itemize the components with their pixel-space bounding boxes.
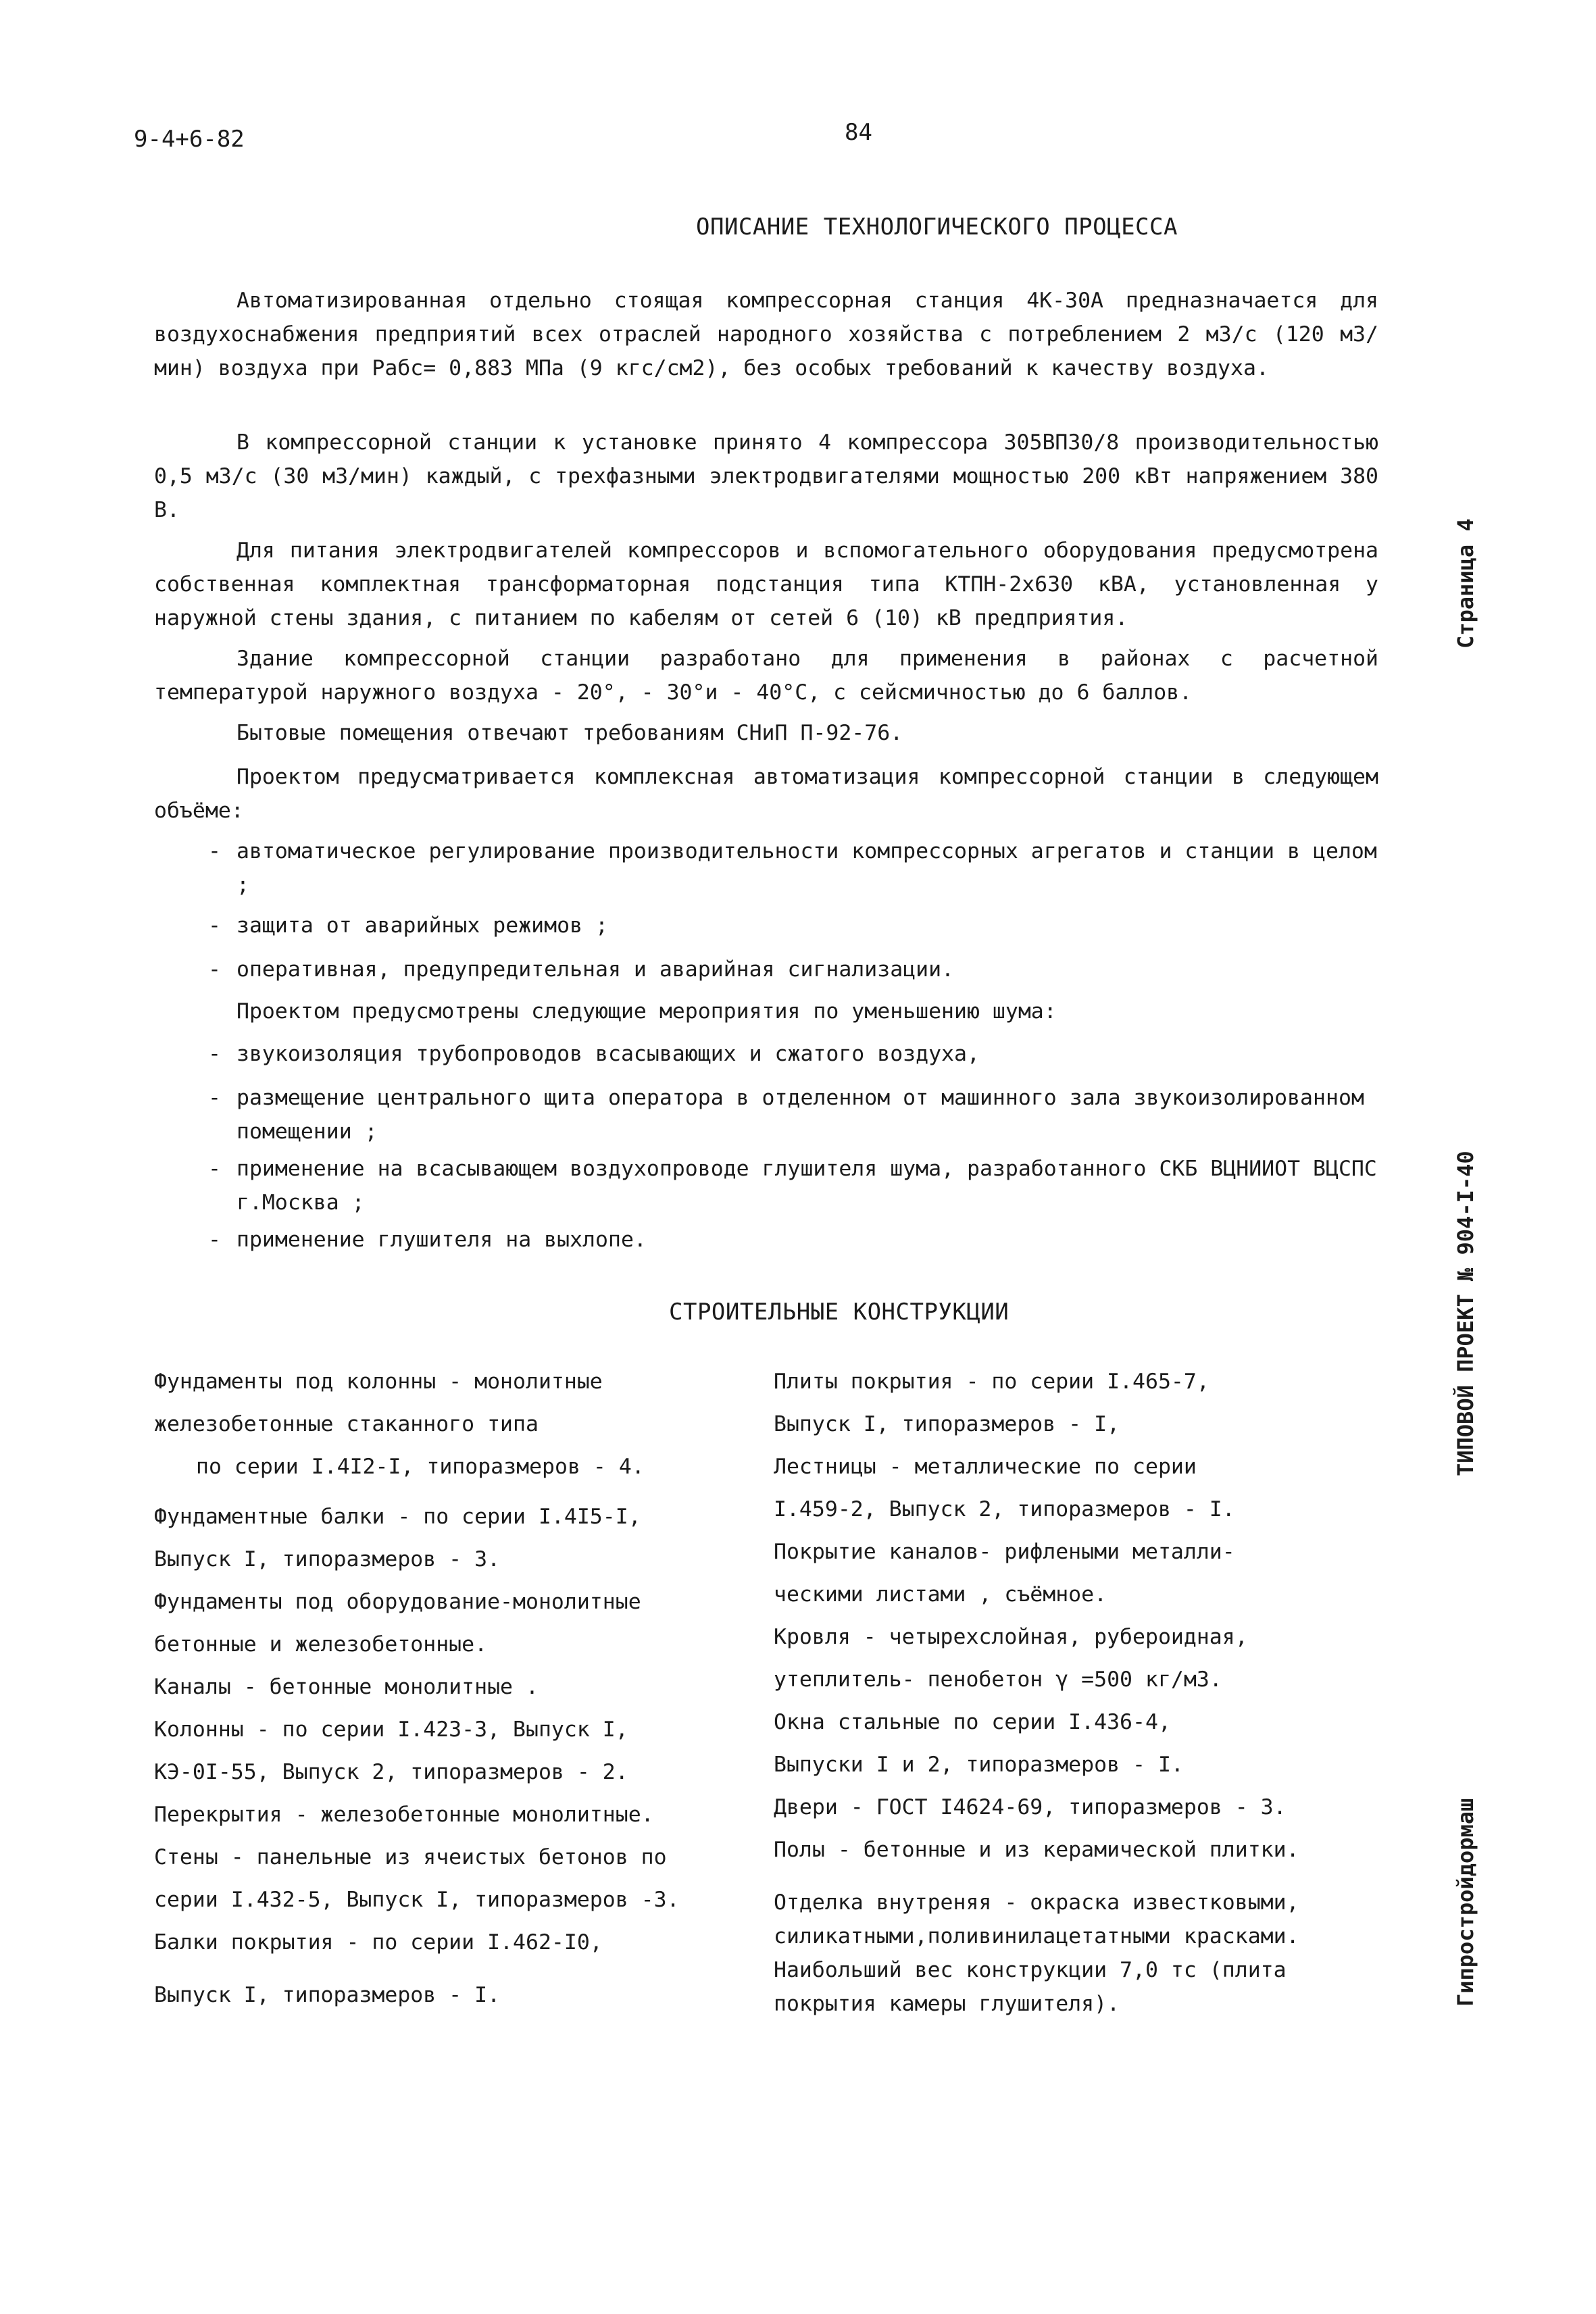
construction-left-line: Фундаменты под колонны - монолитные <box>154 1369 603 1394</box>
construction-right-line: Наибольший вес конструкции 7,0 тс (плита <box>774 1958 1287 1982</box>
construction-right-line: ческими листами , съёмное. <box>774 1582 1107 1607</box>
construction-left-line: бетонные и железобетонные. <box>154 1632 488 1657</box>
paragraph-automation-intro: Проектом предусматривается комплексная автоматизация компрессорной станции в следующем объёме: <box>154 765 1378 823</box>
construction-right-line: Кровля - четырехслойная, рубероидная, <box>774 1625 1248 1649</box>
construction-right-line: Полы - бетонные и из керамической плитки. <box>774 1838 1299 1862</box>
construction-left-line: по серии I.4I2-I, типоразмеров - 4. <box>196 1455 645 1479</box>
paragraph-building-climate: Здание компрессорной станции разработано для применения в районах с расчетной температурой наружного воздуха - 20°, - 30°и - 40°С, с сейсмичностью до 6 баллов. <box>154 647 1378 705</box>
list-item-automation: - оперативная, предупредительная и аварийная сигнализации. <box>208 957 955 982</box>
organization-label-vertical: Гипростройдормаш <box>1453 1798 1478 2007</box>
construction-right-line: Окна стальные по серии I.436-4, <box>774 1710 1171 1734</box>
project-label-vertical: ТИПОВОЙ ПРОЕКТ № 904-I-40 <box>1453 1151 1478 1476</box>
construction-right-line: Плиты покрытия - по серии I.465-7, <box>774 1369 1210 1394</box>
construction-left-line: Фундаментные балки - по серии I.4I5-I, <box>154 1505 641 1529</box>
list-item-noise: - применение глушителя на выхлопе. <box>208 1228 647 1252</box>
construction-left-line: КЭ-0I-55, Выпуск 2, типоразмеров - 2. <box>154 1760 628 1784</box>
construction-left-line: серии I.432-5, Выпуск I, типоразмеров -3. <box>154 1888 680 1912</box>
page-label-vertical: Страница 4 <box>1453 518 1478 649</box>
list-item-noise: - применение на всасывающем воздухопроводе глушителя шума, разработанного СКБ ВЦНИИОТ ВЦСПС г.Москва ; <box>208 1157 1377 1215</box>
construction-left-line: Балки покрытия - по серии I.462-I0, <box>154 1930 603 1955</box>
paragraph-station-purpose: Автоматизированная отдельно стоящая компрессорная станция 4К-30А предназначается для воздухоснабжения предприятий всех отраслей народного хозяйства с потреблением 2 м3/с (120 м3/мин) воздуха при Рабс= 0,883 МПа (9 кгс/см2), без особых требований к качеству воздуха. <box>154 288 1378 380</box>
construction-left-line: Выпуск I, типоразмеров - 3. <box>154 1547 501 1571</box>
construction-right-line: Отделка внутреняя - окраска известковыми, <box>774 1890 1299 1915</box>
construction-right-line: Двери - ГОСТ I4624-69, типоразмеров - 3. <box>774 1795 1287 1819</box>
construction-right-line: утеплитель- пенобетон γ =500 кг/м3. <box>774 1667 1222 1692</box>
construction-left-line: Каналы - бетонные монолитные . <box>154 1675 539 1699</box>
construction-left-line: железобетонные стаканного типа <box>154 1412 539 1436</box>
construction-right-line: Выпуск I, типоразмеров - I, <box>774 1412 1120 1436</box>
construction-left-line: Фундаменты под оборудование-монолитные <box>154 1590 641 1614</box>
construction-left-line: Стены - панельные из ячеистых бетонов по <box>154 1845 667 1869</box>
construction-right-line: I.459-2, Выпуск 2, типоразмеров - I. <box>774 1497 1235 1521</box>
list-item-noise: - размещение центрального щита оператора в отделенном от машинного зала звукоизолированном помещении ; <box>208 1086 1364 1144</box>
section-title-construction: СТРОИТЕЛЬНЫЕ КОНСТРУКЦИИ <box>669 1299 1009 1326</box>
construction-left-line: Выпуск I, типоразмеров - I. <box>154 1983 501 2007</box>
construction-right-line: Покрытие каналов- рифлеными металли- <box>774 1540 1235 1564</box>
list-item-automation: - автоматическое регулирование производительности компрессорных агрегатов и станции в целом ; <box>208 839 1377 897</box>
construction-right-line: Выпуски I и 2, типоразмеров - I. <box>774 1753 1184 1777</box>
list-item-automation: - защита от аварийных режимов ; <box>208 913 608 938</box>
construction-left-line: Колонны - по серии I.423-3, Выпуск I, <box>154 1717 628 1742</box>
construction-right-line: покрытия камеры глушителя). <box>774 1992 1120 2016</box>
page-number: 84 <box>845 119 872 146</box>
paragraph-noise-intro: Проектом предусмотрены следующие мероприятия по уменьшению шума: <box>236 999 1057 1024</box>
document-code: 9-4+6-82 <box>134 126 245 153</box>
construction-left-line: Перекрытия - железобетонные монолитные. <box>154 1803 654 1827</box>
construction-right-line: Лестницы - металлические по серии <box>774 1455 1197 1479</box>
construction-right-line: силикатными,поливинилацетатными красками. <box>774 1924 1299 1948</box>
list-item-noise: - звукоизоляция трубопроводов всасывающих и сжатого воздуха, <box>208 1042 980 1066</box>
paragraph-amenities: Бытовые помещения отвечают требованиям СНиП П-92-76. <box>236 721 903 745</box>
section-title-process: ОПИСАНИЕ ТЕХНОЛОГИЧЕСКОГО ПРОЦЕССА <box>696 213 1178 241</box>
paragraph-power-supply: Для питания электродвигателей компрессоров и вспомогательного оборудования предусмотрена собственная комплектная трансформаторная подстанция типа КТПН-2х630 кВА, установленная у наружной стены здания, с питанием по кабелям от сетей 6 (10) кВ предприятия. <box>154 538 1378 630</box>
paragraph-compressors: В компрессорной станции к установке принято 4 компрессора 305ВП30/8 производительностью 0,5 м3/с (30 м3/мин) каждый, с трехфазными электродвигателями мощностью 200 кВт напряжением 380 В. <box>154 430 1378 522</box>
